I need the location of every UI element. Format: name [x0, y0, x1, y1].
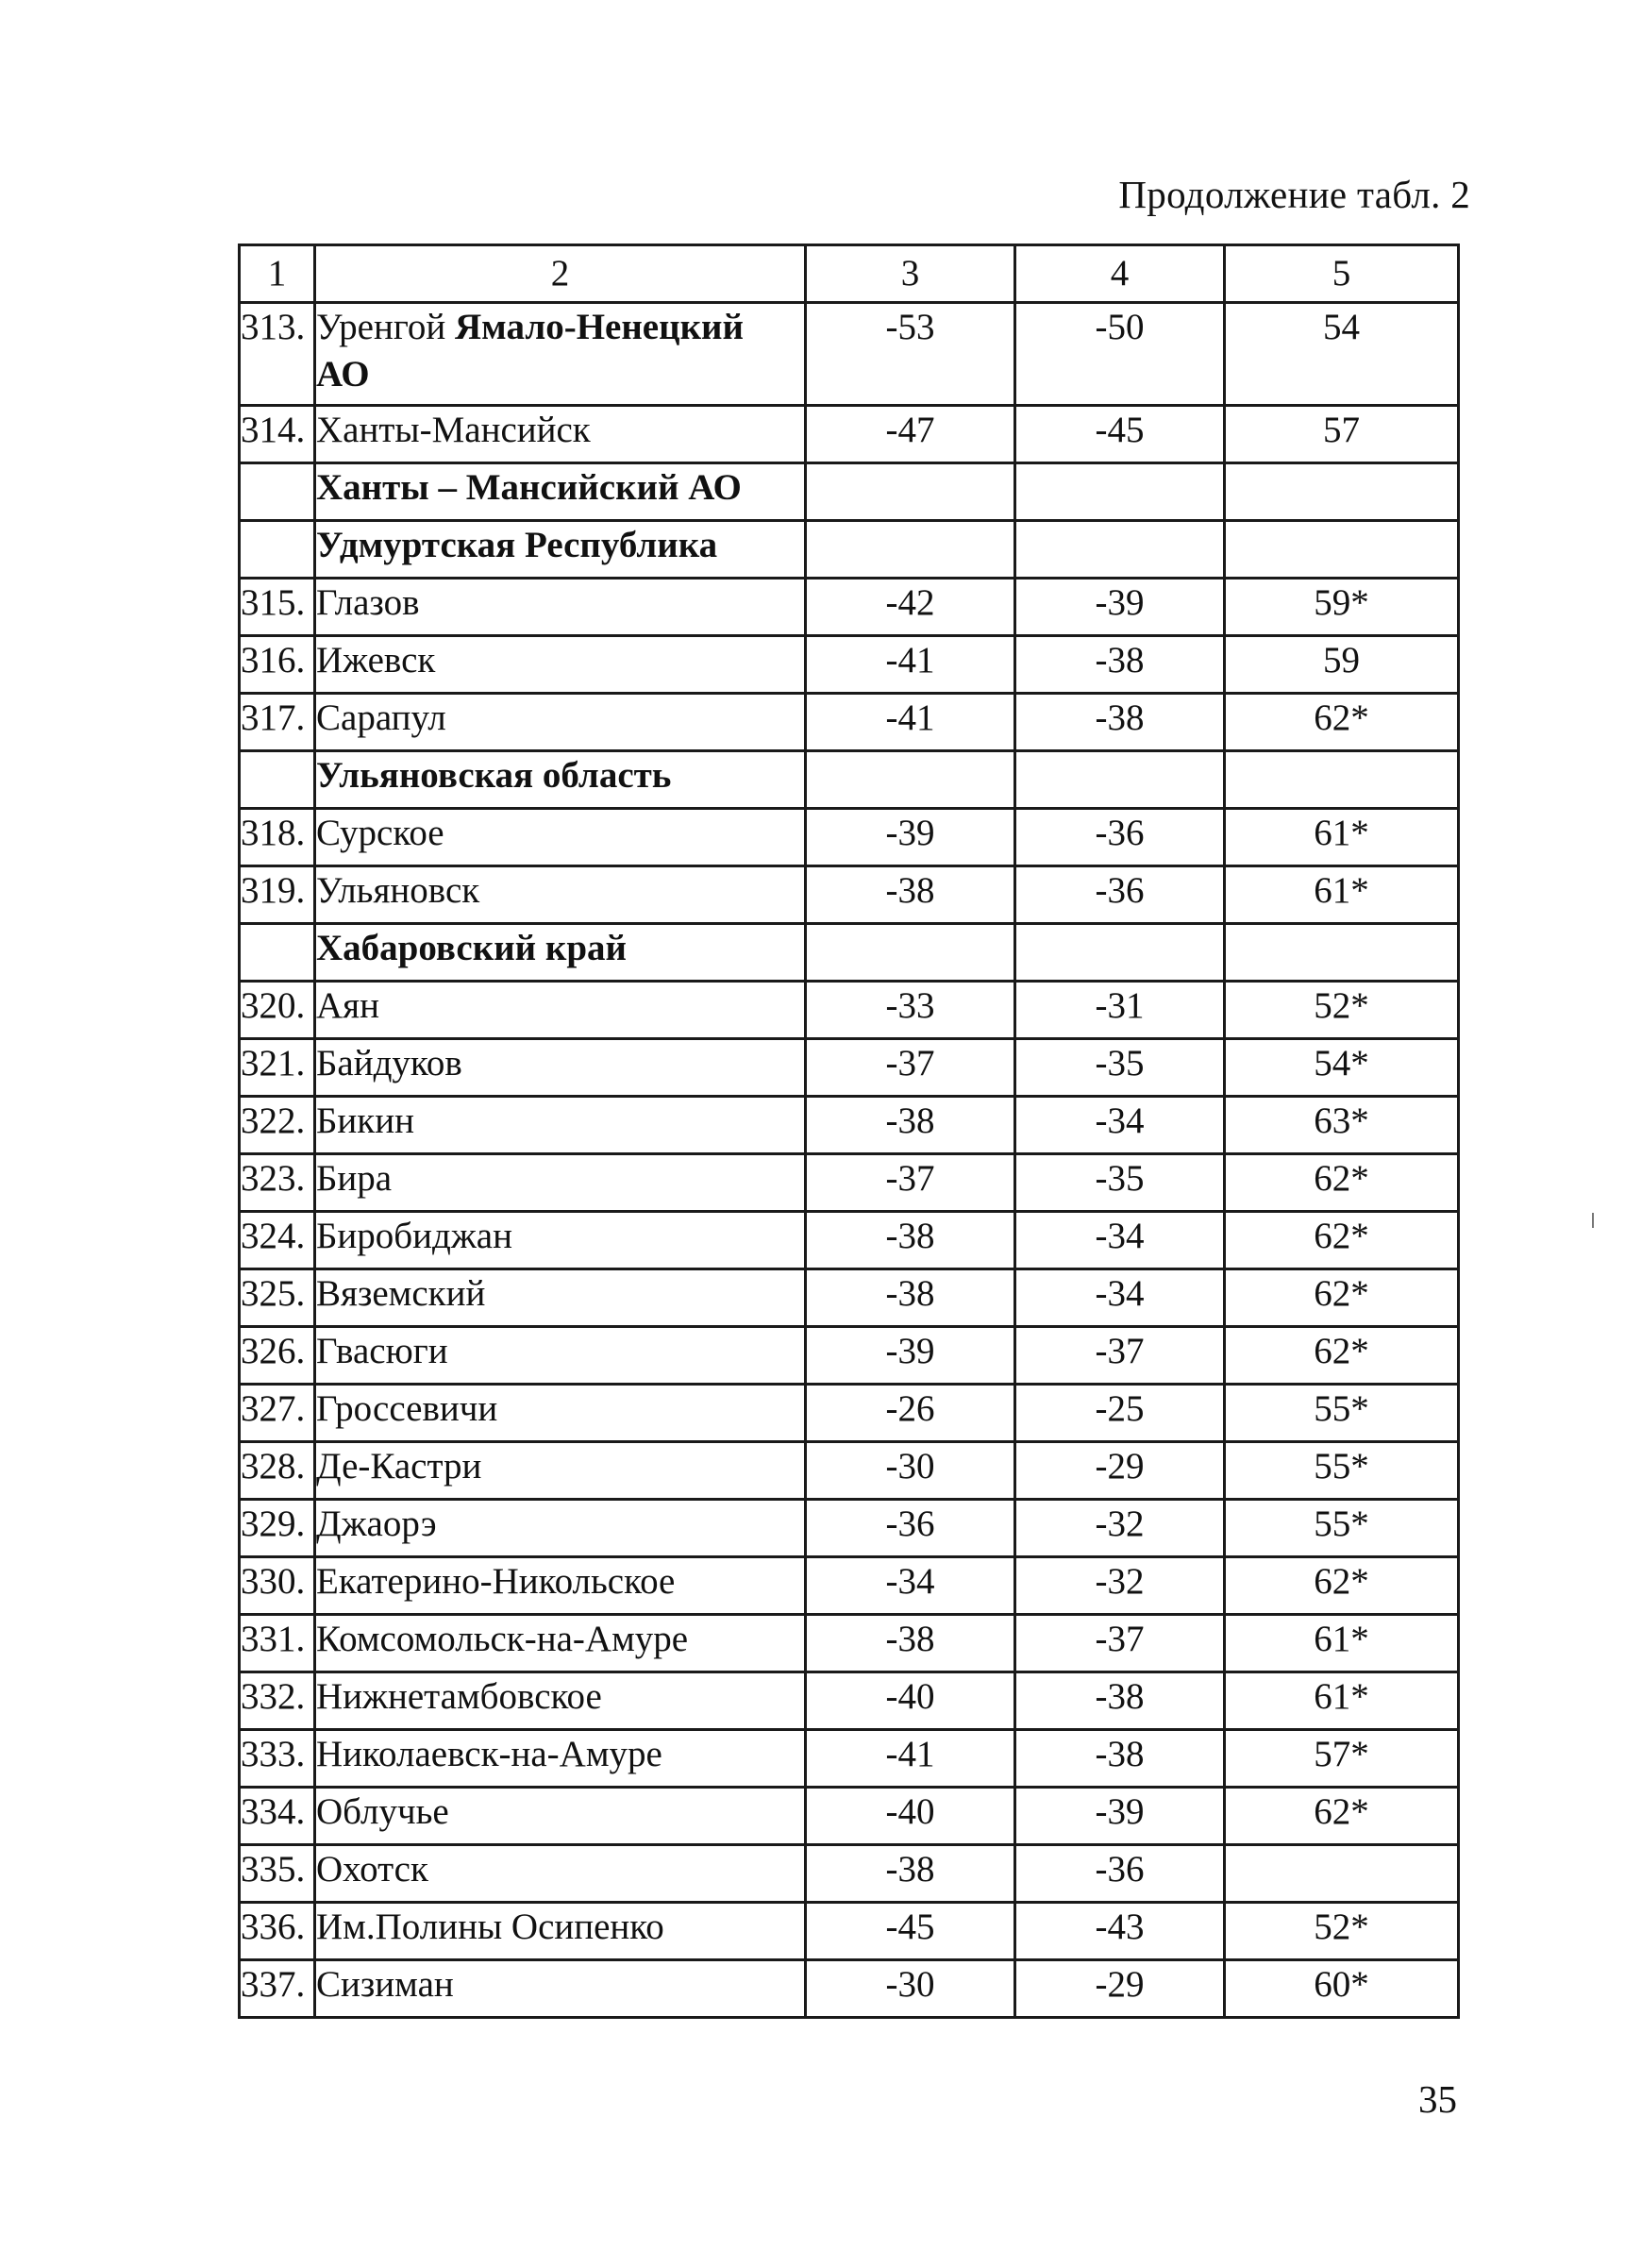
value-col4-cell [1015, 751, 1225, 809]
row-number-cell: 333. [240, 1730, 315, 1788]
value-col5-cell: 55* [1225, 1442, 1459, 1500]
row-number-cell: 324. [240, 1212, 315, 1269]
station-name-cell: Аян [315, 982, 806, 1039]
row-number-cell: 335. [240, 1845, 315, 1903]
region-name-inline: Ямало-Ненецкий АО [316, 307, 744, 395]
value-col5-cell [1225, 521, 1459, 579]
value-col4-cell: -36 [1015, 866, 1225, 924]
value-col4-cell: -36 [1015, 809, 1225, 866]
value-col5-cell: 62* [1225, 694, 1459, 751]
row-number-cell: 317. [240, 694, 315, 751]
value-col3-cell: -38 [806, 1845, 1015, 1903]
value-col4-cell: -29 [1015, 1960, 1225, 2018]
row-number-cell: 330. [240, 1557, 315, 1615]
station-name-cell: Им.Полины Осипенко [315, 1903, 806, 1960]
value-col5-cell: 63* [1225, 1097, 1459, 1154]
table-row [240, 406, 1459, 463]
row-number-cell: 332. [240, 1672, 315, 1730]
row-number-cell: 321. [240, 1039, 315, 1097]
table-caption: Продолжение табл. 2 [1118, 173, 1470, 216]
row-number-cell: 323. [240, 1154, 315, 1212]
station-name-cell: Де-Кастри [315, 1442, 806, 1500]
station-name-cell: Облучье [315, 1788, 806, 1845]
station-name-cell: Нижнетамбовское [315, 1672, 806, 1730]
row-number-cell: 314. [240, 406, 315, 463]
station-name-cell: Байдуков [315, 1039, 806, 1097]
station-name-cell: Бикин [315, 1097, 806, 1154]
value-col4-cell: -38 [1015, 636, 1225, 694]
value-col5-cell: 62* [1225, 1212, 1459, 1269]
value-col5-cell: 62* [1225, 1788, 1459, 1845]
value-col3-cell: -38 [806, 1212, 1015, 1269]
station-name-cell: Биробиджан [315, 1212, 806, 1269]
value-col5-cell: 61* [1225, 1615, 1459, 1672]
scan-artifact [1592, 1213, 1594, 1228]
value-col4-cell: -37 [1015, 1615, 1225, 1672]
station-name-cell: Ульяновск [315, 866, 806, 924]
table-row [240, 809, 1459, 866]
station-name-cell [315, 303, 806, 406]
value-col5-cell: 62* [1225, 1327, 1459, 1385]
table-row [240, 1672, 1459, 1730]
table-row [240, 1788, 1459, 1845]
row-number-cell [240, 924, 315, 982]
station-name-cell: Глазов [315, 579, 806, 636]
region-header-row [240, 924, 1459, 982]
station-name-cell: Николаевск-на-Амуре [315, 1730, 806, 1788]
value-col3-cell: -42 [806, 579, 1015, 636]
value-col4-cell: -38 [1015, 1730, 1225, 1788]
row-number-cell [240, 463, 315, 521]
value-col3-cell: -30 [806, 1960, 1015, 2018]
value-col5-cell: 55* [1225, 1500, 1459, 1557]
value-col3-cell [806, 924, 1015, 982]
table-row [240, 1442, 1459, 1500]
value-col4-cell: -32 [1015, 1557, 1225, 1615]
value-col4-cell: -37 [1015, 1327, 1225, 1385]
value-col3-cell: -37 [806, 1039, 1015, 1097]
region-header-row [240, 521, 1459, 579]
value-col5-cell: 54 [1225, 303, 1459, 406]
table-row [240, 1385, 1459, 1442]
value-col4-cell: -43 [1015, 1903, 1225, 1960]
table-row [240, 1269, 1459, 1327]
region-name-cell: Хабаровский край [315, 924, 806, 982]
column-header: 2 [315, 245, 806, 303]
value-col5-cell: 57 [1225, 406, 1459, 463]
region-name-cell: Ханты – Мансийский АО [315, 463, 806, 521]
row-number-cell: 316. [240, 636, 315, 694]
value-col3-cell: -40 [806, 1788, 1015, 1845]
value-col4-cell: -38 [1015, 1672, 1225, 1730]
value-col3-cell: -26 [806, 1385, 1015, 1442]
table-row [240, 1097, 1459, 1154]
column-header: 5 [1225, 245, 1459, 303]
row-number-cell: 328. [240, 1442, 315, 1500]
value-col4-cell: -25 [1015, 1385, 1225, 1442]
value-col5-cell: 57* [1225, 1730, 1459, 1788]
region-name-cell: Удмуртская Республика [315, 521, 806, 579]
table-row [240, 1903, 1459, 1960]
value-col3-cell [806, 463, 1015, 521]
table-row [240, 1730, 1459, 1788]
station-name-cell: Джаорэ [315, 1500, 806, 1557]
column-header: 4 [1015, 245, 1225, 303]
region-header-row [240, 751, 1459, 809]
value-col5-cell: 54* [1225, 1039, 1459, 1097]
table-row [240, 1212, 1459, 1269]
value-col4-cell: -32 [1015, 1500, 1225, 1557]
value-col5-cell: 59* [1225, 579, 1459, 636]
table-row [240, 303, 1459, 406]
station-name: Уренгой [316, 307, 456, 347]
station-name-cell: Сарапул [315, 694, 806, 751]
row-number-cell: 319. [240, 866, 315, 924]
value-col4-cell: -50 [1015, 303, 1225, 406]
value-col3-cell: -39 [806, 1327, 1015, 1385]
row-number-cell: 322. [240, 1097, 315, 1154]
region-header-row [240, 463, 1459, 521]
value-col3-cell: -47 [806, 406, 1015, 463]
row-number-cell: 334. [240, 1788, 315, 1845]
value-col4-cell: -36 [1015, 1845, 1225, 1903]
value-col3-cell: -33 [806, 982, 1015, 1039]
value-col3-cell: -39 [806, 809, 1015, 866]
table-row [240, 694, 1459, 751]
value-col5-cell: 52* [1225, 1903, 1459, 1960]
value-col5-cell [1225, 463, 1459, 521]
value-col3-cell: -30 [806, 1442, 1015, 1500]
row-number-cell: 331. [240, 1615, 315, 1672]
data-table [238, 244, 1460, 2019]
table-row [240, 1615, 1459, 1672]
station-name-cell: Ханты-Мансийск [315, 406, 806, 463]
table-row [240, 636, 1459, 694]
value-col4-cell: -45 [1015, 406, 1225, 463]
row-number-cell: 318. [240, 809, 315, 866]
value-col5-cell: 61* [1225, 809, 1459, 866]
station-name-cell: Ижевск [315, 636, 806, 694]
value-col4-cell [1015, 924, 1225, 982]
row-number-cell: 329. [240, 1500, 315, 1557]
row-number-cell [240, 521, 315, 579]
station-name-cell: Гвасюги [315, 1327, 806, 1385]
value-col5-cell: 60* [1225, 1960, 1459, 2018]
table-header-row [240, 245, 1459, 303]
column-header: 1 [240, 245, 315, 303]
value-col4-cell: -35 [1015, 1154, 1225, 1212]
value-col4-cell: -29 [1015, 1442, 1225, 1500]
value-col5-cell [1225, 751, 1459, 809]
table-row [240, 1327, 1459, 1385]
value-col3-cell: -53 [806, 303, 1015, 406]
table-row [240, 1960, 1459, 2018]
row-number-cell: 337. [240, 1960, 315, 2018]
page-number: 35 [1418, 2077, 1457, 2121]
value-col3-cell: -36 [806, 1500, 1015, 1557]
value-col3-cell: -34 [806, 1557, 1015, 1615]
station-name-cell: Сурское [315, 809, 806, 866]
table-row [240, 1500, 1459, 1557]
row-number-cell: 327. [240, 1385, 315, 1442]
row-number-cell: 325. [240, 1269, 315, 1327]
station-name-cell: Комсомольск-на-Амуре [315, 1615, 806, 1672]
station-name-cell: Гроссевичи [315, 1385, 806, 1442]
value-col4-cell: -34 [1015, 1269, 1225, 1327]
value-col3-cell: -40 [806, 1672, 1015, 1730]
value-col3-cell: -38 [806, 1097, 1015, 1154]
value-col4-cell: -39 [1015, 1788, 1225, 1845]
value-col3-cell: -41 [806, 1730, 1015, 1788]
value-col5-cell: 62* [1225, 1154, 1459, 1212]
value-col3-cell [806, 751, 1015, 809]
value-col3-cell: -41 [806, 694, 1015, 751]
value-col5-cell: 59 [1225, 636, 1459, 694]
value-col3-cell: -38 [806, 1269, 1015, 1327]
value-col3-cell [806, 521, 1015, 579]
station-name-cell: Сизиман [315, 1960, 806, 2018]
value-col3-cell: -37 [806, 1154, 1015, 1212]
column-header: 3 [806, 245, 1015, 303]
value-col4-cell: -35 [1015, 1039, 1225, 1097]
table-row [240, 1557, 1459, 1615]
station-name-cell: Вяземский [315, 1269, 806, 1327]
table-row [240, 982, 1459, 1039]
value-col3-cell: -38 [806, 1615, 1015, 1672]
value-col5-cell: 55* [1225, 1385, 1459, 1442]
row-number-cell: 326. [240, 1327, 315, 1385]
value-col3-cell: -38 [806, 866, 1015, 924]
value-col4-cell [1015, 463, 1225, 521]
value-col3-cell: -45 [806, 1903, 1015, 1960]
table-row [240, 1845, 1459, 1903]
table-row [240, 579, 1459, 636]
row-number-cell: 336. [240, 1903, 315, 1960]
value-col5-cell: 61* [1225, 866, 1459, 924]
value-col5-cell: 62* [1225, 1269, 1459, 1327]
value-col5-cell [1225, 924, 1459, 982]
row-number-cell [240, 751, 315, 809]
value-col4-cell: -38 [1015, 694, 1225, 751]
table-row [240, 866, 1459, 924]
station-name-cell: Охотск [315, 1845, 806, 1903]
row-number-cell: 315. [240, 579, 315, 636]
row-number-cell: 320. [240, 982, 315, 1039]
value-col4-cell [1015, 521, 1225, 579]
value-col4-cell: -39 [1015, 579, 1225, 636]
value-col4-cell: -34 [1015, 1212, 1225, 1269]
station-name-cell: Бира [315, 1154, 806, 1212]
row-number-cell: 313. [240, 303, 315, 406]
value-col5-cell: 52* [1225, 982, 1459, 1039]
station-name-cell: Екатерино-Никольское [315, 1557, 806, 1615]
value-col5-cell: 61* [1225, 1672, 1459, 1730]
value-col4-cell: -31 [1015, 982, 1225, 1039]
table-row [240, 1154, 1459, 1212]
value-col5-cell [1225, 1845, 1459, 1903]
table-body [240, 245, 1459, 2018]
table-row [240, 1039, 1459, 1097]
value-col3-cell: -41 [806, 636, 1015, 694]
value-col5-cell: 62* [1225, 1557, 1459, 1615]
value-col4-cell: -34 [1015, 1097, 1225, 1154]
region-name-cell: Ульяновская область [315, 751, 806, 809]
